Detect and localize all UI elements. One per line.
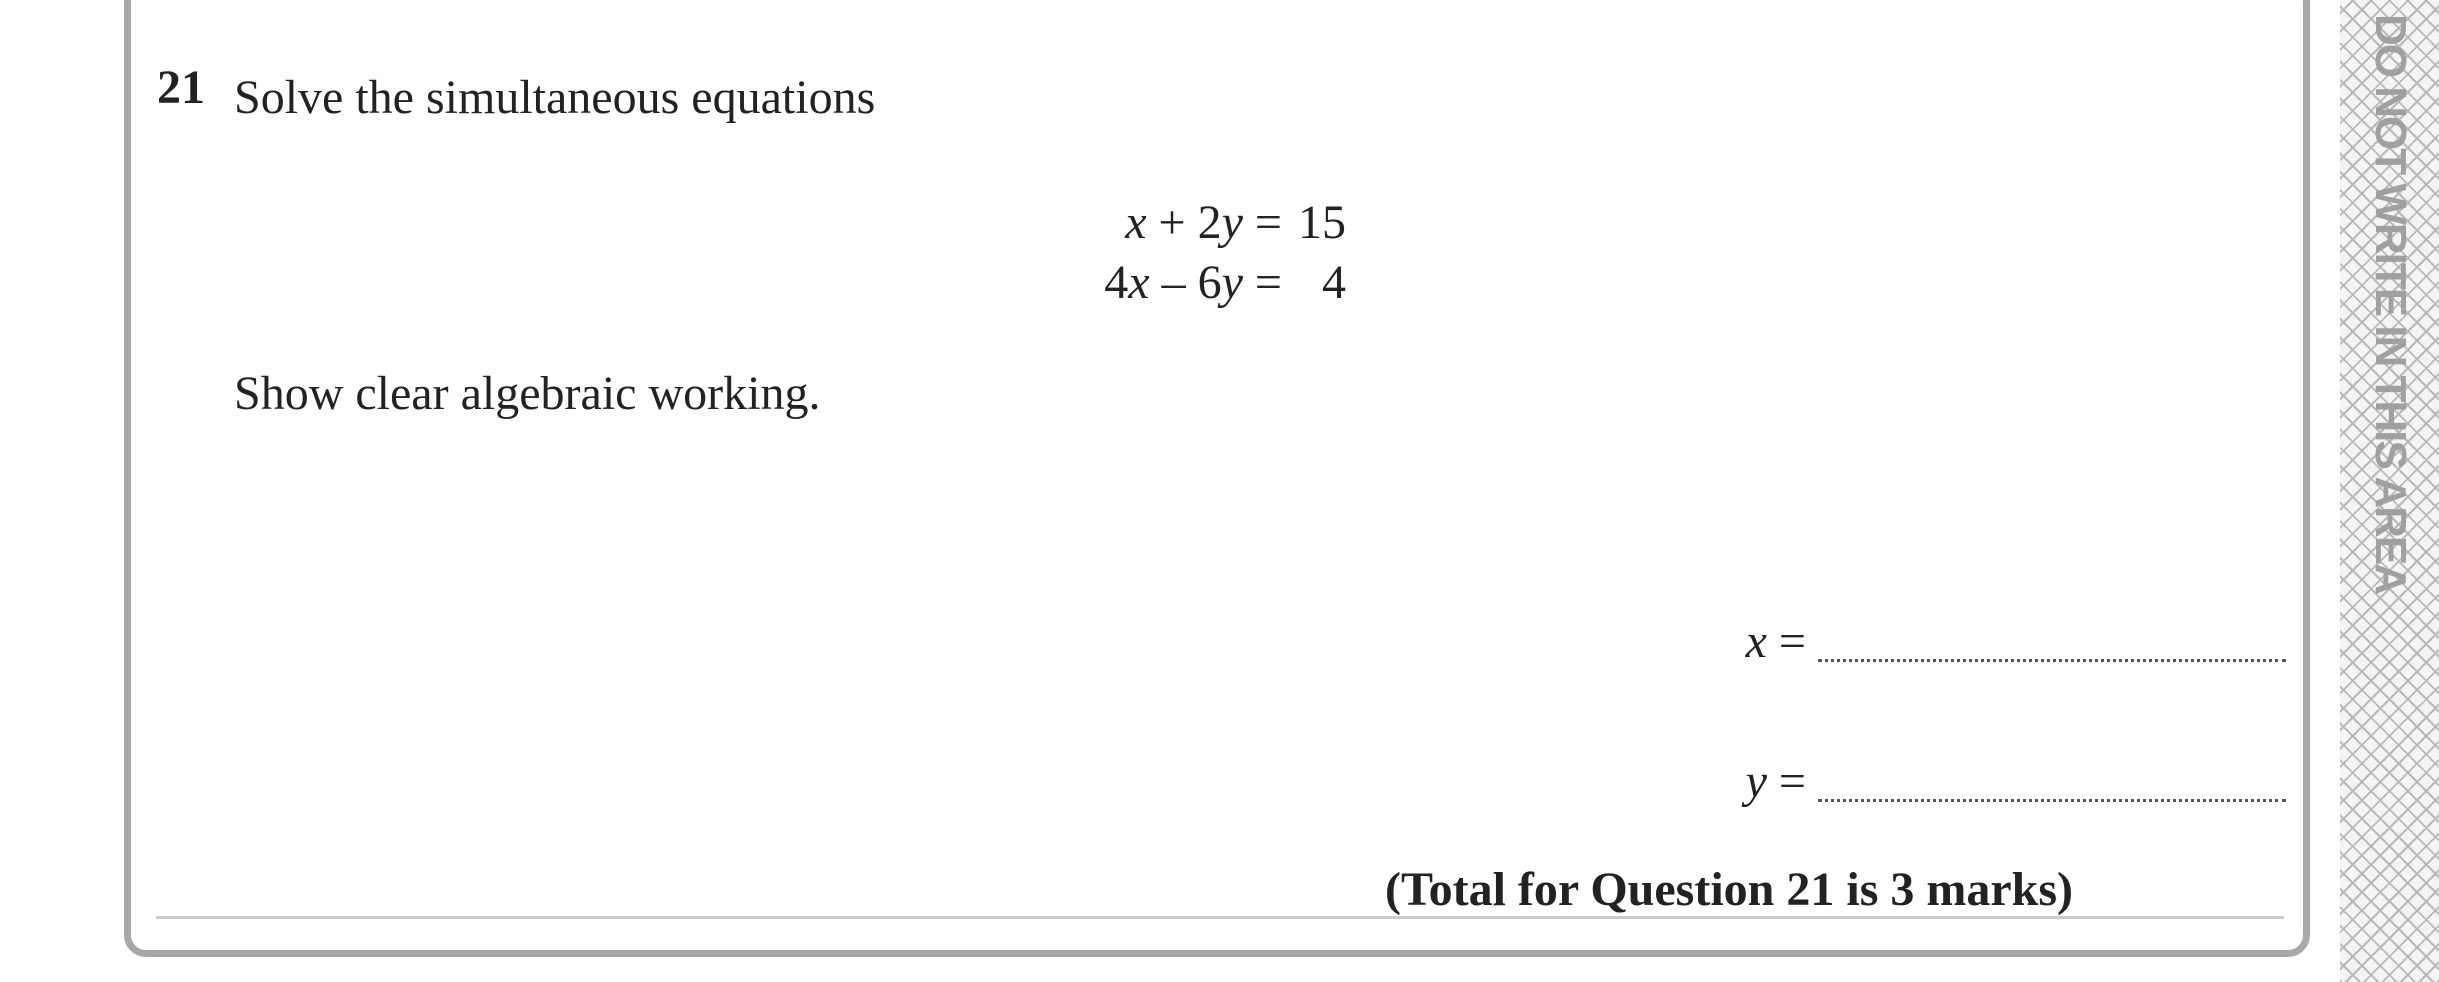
equation-2-equals: =	[1254, 256, 1282, 309]
equation-1-lhs	[1125, 193, 1243, 253]
equation-2-var-y: y	[1221, 256, 1243, 309]
y-answer-label	[1700, 755, 1806, 808]
equation-2-var-x: x	[1128, 256, 1150, 309]
equation-2-rhs: 4	[1322, 256, 1346, 309]
x-answer-variable: x	[1745, 615, 1767, 668]
total-marks: (Total for Question 21 is 3 marks)	[1385, 863, 2074, 916]
margin-notice: DO NOT WRITE IN THIS AREA	[2366, 14, 2415, 594]
equation-1-var-y: y	[1221, 196, 1243, 249]
working-instruction: Show clear algebraic working.	[234, 367, 821, 420]
equation-2-coeff-y: – 6	[1149, 256, 1222, 309]
equation-1	[1000, 193, 1346, 253]
equation-1-rhs: 15	[1298, 196, 1346, 249]
equation-2-lhs	[1104, 253, 1243, 313]
y-answer-equals: =	[1778, 755, 1806, 808]
equation-2	[1000, 253, 1346, 313]
question-number: 21	[157, 61, 205, 114]
equation-system	[1000, 193, 1346, 313]
x-answer-line	[1700, 615, 2286, 668]
margin-notice-container	[2360, 14, 2420, 734]
x-answer-field[interactable]	[1818, 619, 2286, 662]
x-answer-equals: =	[1778, 615, 1806, 668]
y-answer-variable: y	[1745, 755, 1767, 808]
equation-1-coeff: + 2	[1146, 196, 1222, 249]
equation-1-var-x: x	[1125, 196, 1147, 249]
question-prompt: Solve the simultaneous equations	[234, 71, 876, 124]
equation-2-coeff-x: 4	[1104, 256, 1129, 309]
bottom-divider	[156, 916, 2284, 919]
equation-1-equals: =	[1254, 196, 1282, 249]
x-answer-label	[1700, 615, 1806, 668]
y-answer-line	[1700, 755, 2286, 808]
y-answer-field[interactable]	[1818, 759, 2286, 802]
question-box	[124, 0, 2310, 957]
